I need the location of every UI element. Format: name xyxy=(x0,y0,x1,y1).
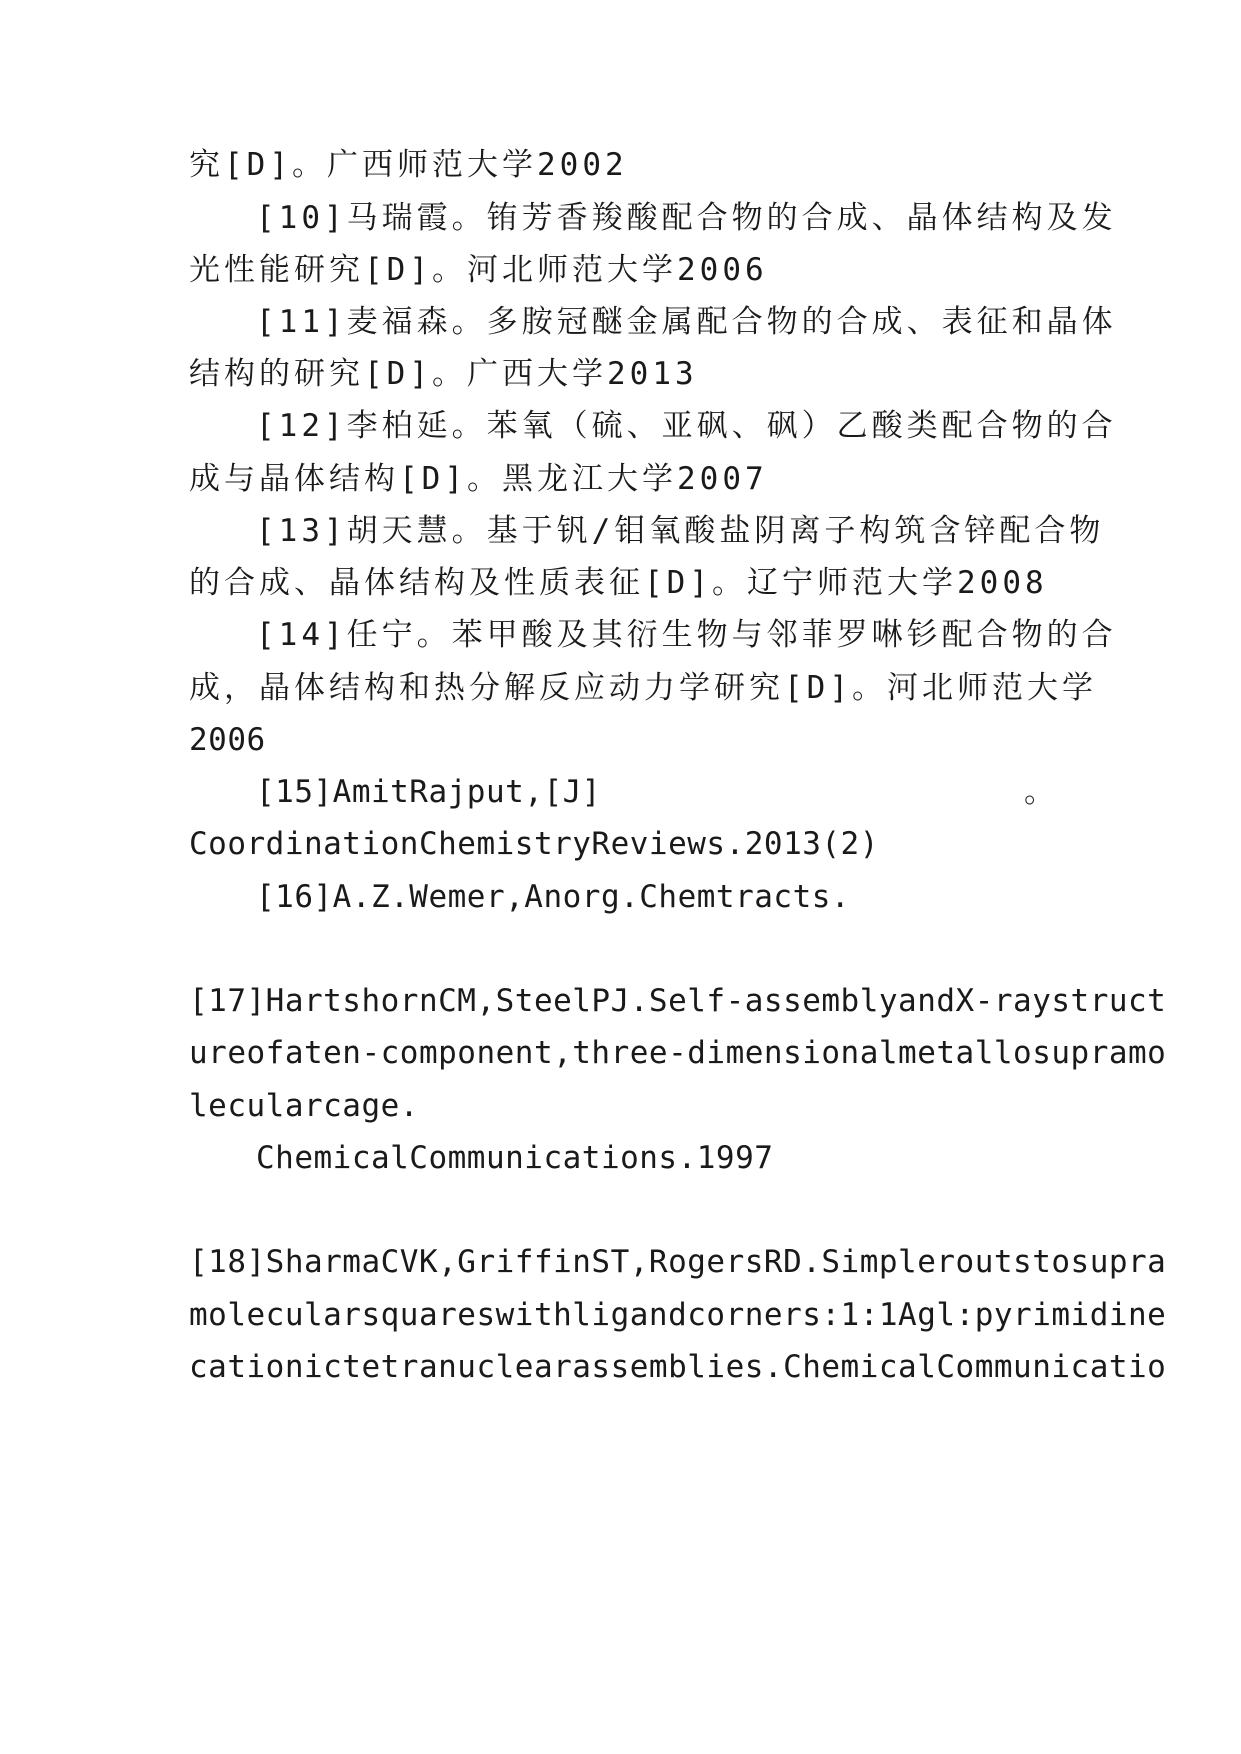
ref-18-line-3: cationictetranuclearassemblies.ChemicalCommunicatio xyxy=(189,1349,1167,1385)
ref-18-line-1: [18]SharmaCVK,GriffinST,RogersRD.Simpleroutstosupra xyxy=(189,1244,1167,1280)
ref-11-line-1: [11]麦福森。多胺冠醚金属配合物的合成、表征和晶体 xyxy=(256,304,1117,340)
ref-11-line-2: 结构的研究[D]。广西大学2013 xyxy=(189,356,698,392)
ref-18-line-2: molecularsquareswithligandcorners:1:1Agl:pyrimidine xyxy=(189,1297,1167,1333)
ref-14-line-2: 成，晶体结构和热分解反应动力学研究[D]。河北师范大学 xyxy=(189,670,1097,706)
ref-17-line-1: [17]HartshornCM,SteelPJ.Self-assemblyandX-raystruct xyxy=(189,983,1167,1019)
ref-13-line-2: 的合成、晶体结构及性质表征[D]。辽宁师范大学2008 xyxy=(189,565,1048,601)
ref-15-line-1: [15]AmitRajput,[J] xyxy=(256,774,601,810)
ref-13-line-1: [13]胡天慧。基于钒/钼氧酸盐阴离子构筑含锌配合物 xyxy=(256,513,1105,549)
ref-17-line-4: ChemicalCommunications.1997 xyxy=(256,1140,774,1176)
ref-10-line-2: 光性能研究[D]。河北师范大学2006 xyxy=(189,252,768,288)
ref-12-line-2: 成与晶体结构[D]。黑龙江大学2007 xyxy=(189,461,768,497)
ref-12-line-1: [12]李柏延。苯氧（硫、亚砜、砜）乙酸类配合物的合 xyxy=(256,408,1117,444)
ref-10-line-1: [10]马瑞霞。铕芳香羧酸配合物的合成、晶体结构及发 xyxy=(256,200,1117,236)
ref-9-line-2: 究[D]。广西师范大学2002 xyxy=(189,147,628,183)
ref-15-line-2: CoordinationChemistryReviews.2013(2) xyxy=(189,826,879,862)
ref-17-line-2: ureofaten-component,three-dimensionalmetallosupramo xyxy=(189,1035,1167,1071)
ref-15-trailing-period: 。 xyxy=(1024,774,1055,810)
ref-17-line-3: lecularcage. xyxy=(189,1088,419,1124)
ref-14-line-3: 2006 xyxy=(189,722,266,758)
ref-14-line-1: [14]任宁。苯甲酸及其衍生物与邻菲罗啉钐配合物的合 xyxy=(256,617,1117,653)
ref-16-line-1: [16]A.Z.Wemer,Anorg.Chemtracts. xyxy=(256,879,851,915)
